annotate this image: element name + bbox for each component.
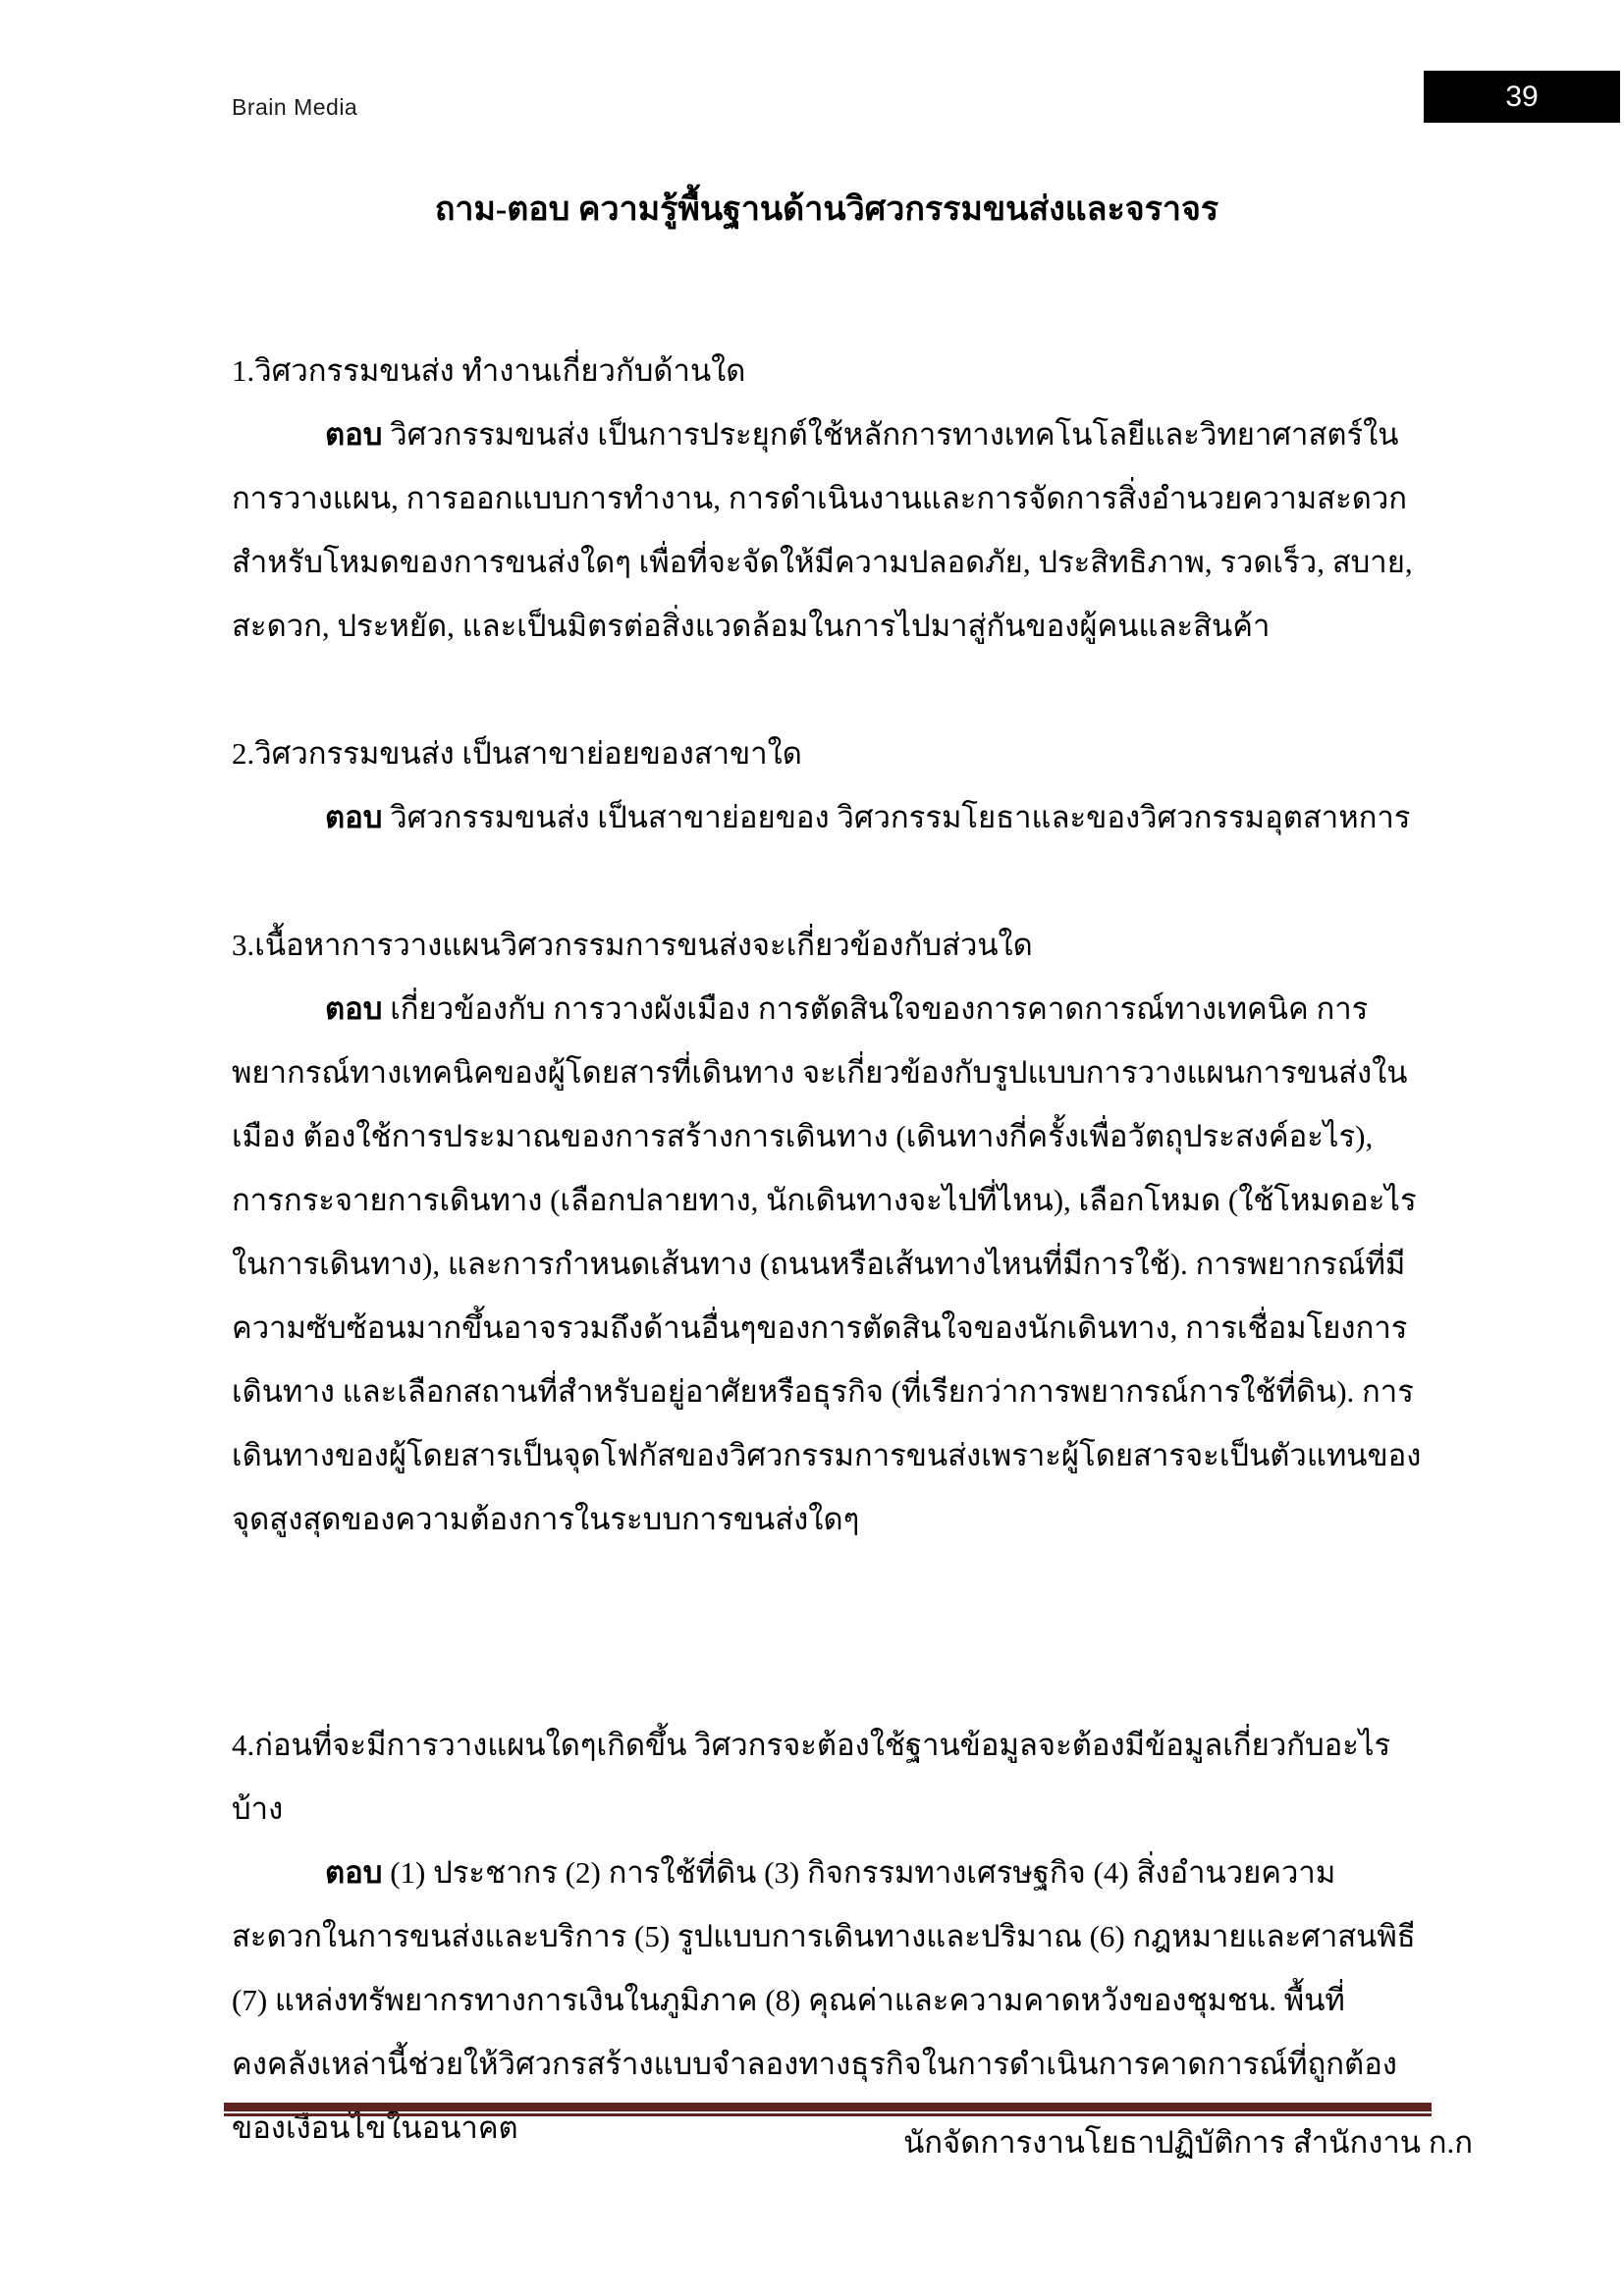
answer-4-text: (1) ประชากร (2) การใช้ที่ดิน (3) กิจกรรมทางเศรษฐกิจ (4) สิ่งอำนวยความสะดวกในการขนส่งและบริการ (5) รูปแบบการเดินทางและปริมาณ (6) กฎหมายและศาสนพิธี xyxy=(232,1855,1416,1953)
qa-section-2 xyxy=(232,721,1422,849)
question-1: 1.วิศวกรรมขนส่ง ทำงานเกี่ยวกับด้านใด xyxy=(232,353,746,388)
answer-4 xyxy=(232,1841,1422,1968)
page-number: 39 xyxy=(1505,80,1539,113)
footer-divider-rule xyxy=(224,2103,1432,2116)
qa-section-1 xyxy=(232,339,1422,658)
answer-1-text: วิศวกรรมขนส่ง เป็นการประยุกต์ใช้หลักการทางเทคโนโลยีและวิทยาศาสตร์ในการวางแผน, การออกแบบการทำงาน, การดำเนินงานและการจัดการสิ่งอำนวยความสะดวกสำหรับโหมดของการขนส่งใดๆ เพื่อที่จะจัดให้มีความปลอดภัย, ประสิทธิภาพ, รวดเร็ว, สบาย, สะดวก, ประหยัด, และเป็นมิตรต่อสิ่งแวดล้อมในการไปมาสู่กันของผู้คนและสินค้า xyxy=(232,417,1413,643)
page-number-box xyxy=(1424,71,1620,123)
page-title: ถาม-ตอบ ความรู้พื้นฐานด้านวิศวกรรมขนส่งและจราจร xyxy=(434,191,1219,228)
answer-2 xyxy=(232,785,1422,849)
answer-3-text: เกี่ยวข้องกับ การวางผังเมือง การตัดสินใจของการคาดการณ์ทางเทคนิค การพยากรณ์ทางเทคนิคของผู้โดยสารที่เดินทาง จะเกี่ยวข้องกับรูปแบบการวางแผนการขนส่งในเมือง ต้องใช้การประมาณของการสร้างการเดินทาง (เดินทางกี่ครั้งเพื่อวัตถุประสงค์อะไร), การกระจายการเดินทาง (เลือกปลายทาง, นักเดินทางจะไปที่ไหน), เลือกโหมด (ใช้โหมดอะไรในการเดินทาง), และการกำหนดเส้นทาง (ถนนหรือเส้นทางไหนที่มีการใช้). การพยากรณ์ที่มีความซับซ้อนมากขึ้นอาจรวมถึงด้านอื่นๆของการตัดสินใจของนักเดินทาง, การเชื่อมโยงการเดินทาง และเลือกสถานที่สำหรับอยู่อาศัยหรือธุรกิจ (ที่เรียกว่าการพยากรณ์การใช้ที่ดิน). การเดินทางของผู้โดยสารเป็นจุดโฟกัสของวิศวกรรมการขนส่งเพราะผู้โดยสารจะเป็นตัวแทนของจุดสูงสุดของความต้องการในระบบการขนส่งใดๆ xyxy=(232,991,1422,1536)
qa-section-3 xyxy=(232,913,1422,1551)
answer-3 xyxy=(232,977,1422,1551)
brand-header: Brain Media xyxy=(232,94,358,120)
answer-2-label: ตอบ xyxy=(325,800,383,834)
question-4: 4.ก่อนที่จะมีการวางแผนใดๆเกิดขึ้น วิศวกรจะต้องใช้ฐานข้อมูลจะต้องมีข้อมูลเกี่ยวกับอะไรบ้าง xyxy=(232,1728,1391,1826)
question-2: 2.วิศวกรรมขนส่ง เป็นสาขาย่อยของสาขาใด xyxy=(232,736,802,771)
answer-4-continued: (7) แหล่งทรัพยากรทางการเงินในภูมิภาค (8) คุณค่าและความคาดหวังของชุมชน. พื้นที่คงคลังเหล่านี้ช่วยให้วิศวกรสร้างแบบจำลองทางธุรกิจในการดำเนินการคาดการณ์ที่ถูกต้องของเงื่อนไขในอนาคต xyxy=(232,1983,1397,2145)
answer-1 xyxy=(232,402,1422,658)
answer-4-label: ตอบ xyxy=(325,1855,383,1890)
answer-2-text: วิศวกรรมขนส่ง เป็นสาขาย่อยของ วิศวกรรมโยธาและของวิศวกรรมอุตสาหการ xyxy=(390,800,1411,834)
qa-section-4 xyxy=(232,1713,1422,2160)
answer-3-label: ตอบ xyxy=(325,991,383,1026)
document-body xyxy=(232,187,1422,2160)
question-3: 3.เนื้อหาการวางแผนวิศวกรรมการขนส่งจะเกี่ยวข้องกับส่วนใด xyxy=(232,928,1033,962)
footer-text: นักจัดการงานโยธาปฏิบัติการ สำนักงาน ก.ก xyxy=(903,2125,1473,2160)
answer-1-label: ตอบ xyxy=(325,417,383,452)
